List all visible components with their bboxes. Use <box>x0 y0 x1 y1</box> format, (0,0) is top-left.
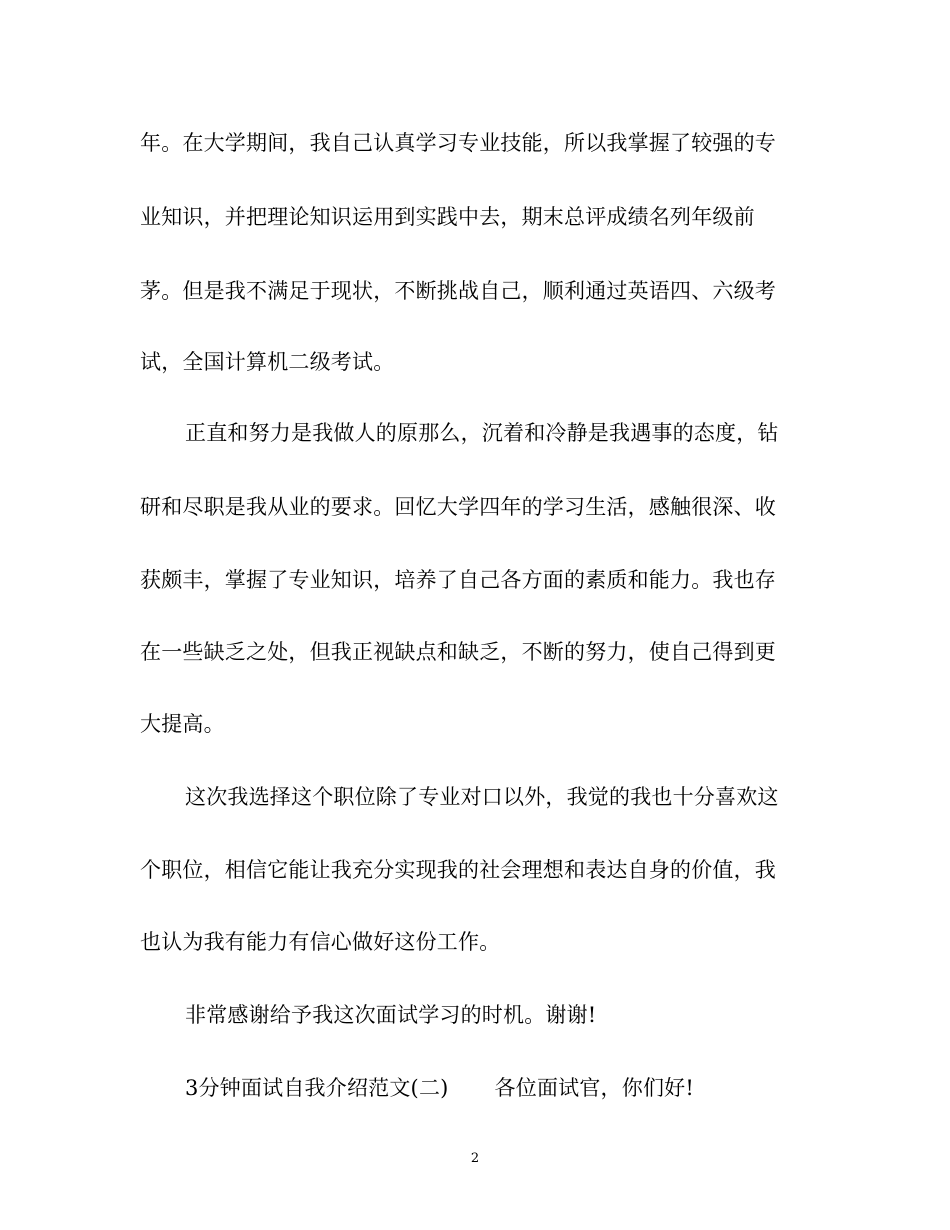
section-heading: 3分钟面试自我介绍范文(二) <box>185 1076 449 1100</box>
page-number: 2 <box>470 1151 480 1166</box>
greeting-text: 各位面试官，你们好! <box>494 1076 694 1100</box>
paragraph-line: 获颇丰，掌握了专业知识，培养了自己各方面的素质和能力。我也存 <box>140 568 776 592</box>
paragraph-line: 大提高。 <box>140 712 225 736</box>
paragraph-line: 研和尽职是我从业的要求。回忆大学四年的学习生活，感触很深、收 <box>140 495 776 519</box>
paragraph-line: 试，全国计算机二级考试。 <box>140 350 395 374</box>
section-heading-line <box>185 1074 694 1102</box>
paragraph-line: 正直和努力是我做人的原那么，沉着和冷静是我遇事的态度，钻 <box>185 421 779 445</box>
paragraph-line: 这次我选择这个职位除了专业对口以外，我觉的我也十分喜欢这 <box>185 785 779 809</box>
paragraph-line: 也认为我有能力有信心做好这份工作。 <box>140 930 501 954</box>
paragraph-line: 在一些缺乏之处，但我正视缺点和缺乏，不断的努力，使自己得到更 <box>140 640 776 664</box>
paragraph-line: 年。在大学期间，我自己认真学习专业技能，所以我掌握了较强的专 <box>140 131 776 155</box>
paragraph-line: 业知识，并把理论知识运用到实践中去，期末总评成绩名列年级前 <box>140 205 755 229</box>
paragraph-line: 个职位，相信它能让我充分实现我的社会理想和表达自身的价值，我 <box>140 858 776 882</box>
paragraph-line: 茅。但是我不满足于现状，不断挑战自己，顺利通过英语四、六级考 <box>140 279 776 303</box>
paragraph-line: 非常感谢给予我这次面试学习的时机。谢谢! <box>185 1003 597 1027</box>
